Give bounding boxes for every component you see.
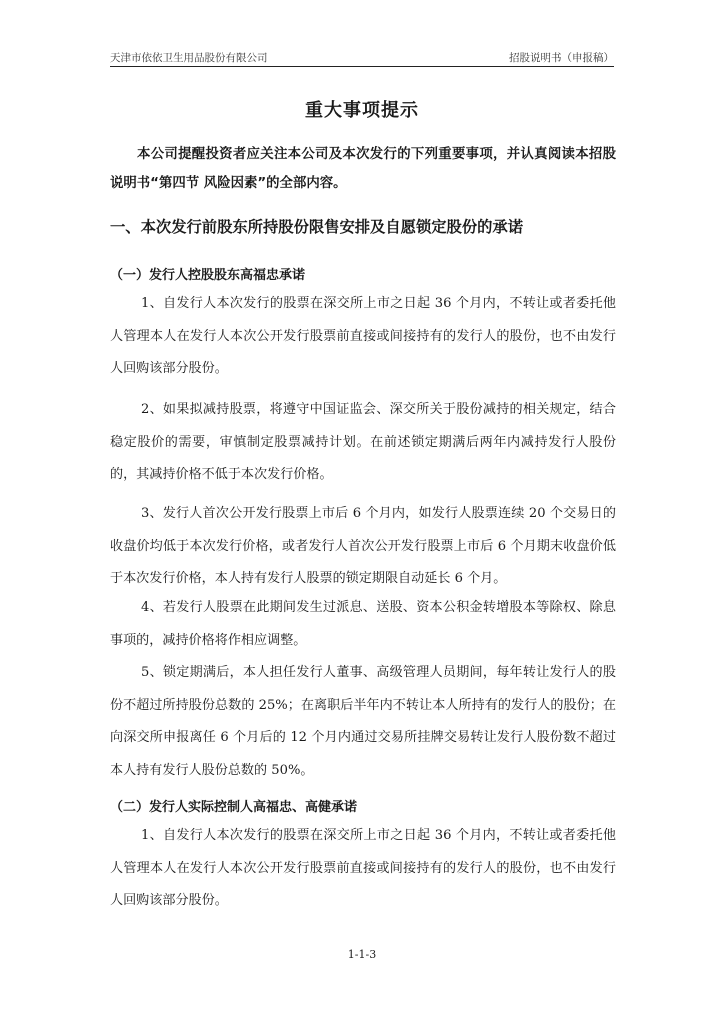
paragraph: 1、自发行人本次发行的股票在深交所上市之日起 36 个月内，不转让或者委托他人管理本人在发行人本次公开发行股票前直接或间接持有的发行人的股份，也不由发行人回购该部分股份。 [110, 828, 616, 908]
paragraph: 3、发行人首次公开发行股票上市后 6 个月内，如发行人股票连续 20 个交易日的收盘价均低于本次发行价格，或者发行人首次公开发行股票上市后 6 个月期末收盘价低于本次发行价格，本人持有发行人股票的锁定期限自动延长 6 个月。 [110, 506, 616, 586]
subsection-heading: （二）发行人实际控制人高福忠、高健承诺 [110, 800, 358, 815]
paragraph: 5、锁定期满后，本人担任发行人董事、高级管理人员期间，每年转让发行人的股份不超过所持股份总数的 25%；在离职后半年内不转让本人所持有的发行人的股份；在向深交所申报离任 6 个月后的 12 个月内通过交易所挂牌交易转让发行人股份数不超过本人持有发行人股份总数的 50%。 [110, 665, 616, 778]
header-company-name: 天津市依依卫生用品股份有限公司 [110, 52, 268, 64]
paragraph: 2、如果拟减持股票，将遵守中国证监会、深交所关于股份减持的相关规定，结合稳定股价的需要，审慎制定股票减持计划。在前述锁定期满后两年内减持发行人股份的，其减持价格不低于本次发行价格。 [110, 402, 616, 482]
header-document-type: 招股说明书（申报稿） [509, 52, 614, 64]
intro-paragraph: 本公司提醒投资者应关注本公司及本次发行的下列重要事项，并认真阅读本招股说明书“第四节 风险因素”的全部内容。 [110, 147, 616, 191]
section-heading: 一、本次发行前股东所持股份限售安排及自愿锁定股份的承诺 [110, 218, 524, 236]
paragraph: 1、自发行人本次发行的股票在深交所上市之日起 36 个月内，不转让或者委托他人管理本人在发行人本次公开发行股票前直接或间接持有的发行人的股份，也不由发行人回购该部分股份。 [110, 296, 616, 376]
page-header [110, 50, 614, 67]
subsection-heading: （一）发行人控股股东高福忠承诺 [110, 268, 306, 283]
paragraph: 4、若发行人股票在此期间发生过派息、送股、资本公积金转增股本等除权、除息事项的，减持价格将作相应调整。 [110, 600, 616, 648]
page-number: 1-1-3 [347, 948, 377, 961]
page-title: 重大事项提示 [305, 100, 419, 121]
